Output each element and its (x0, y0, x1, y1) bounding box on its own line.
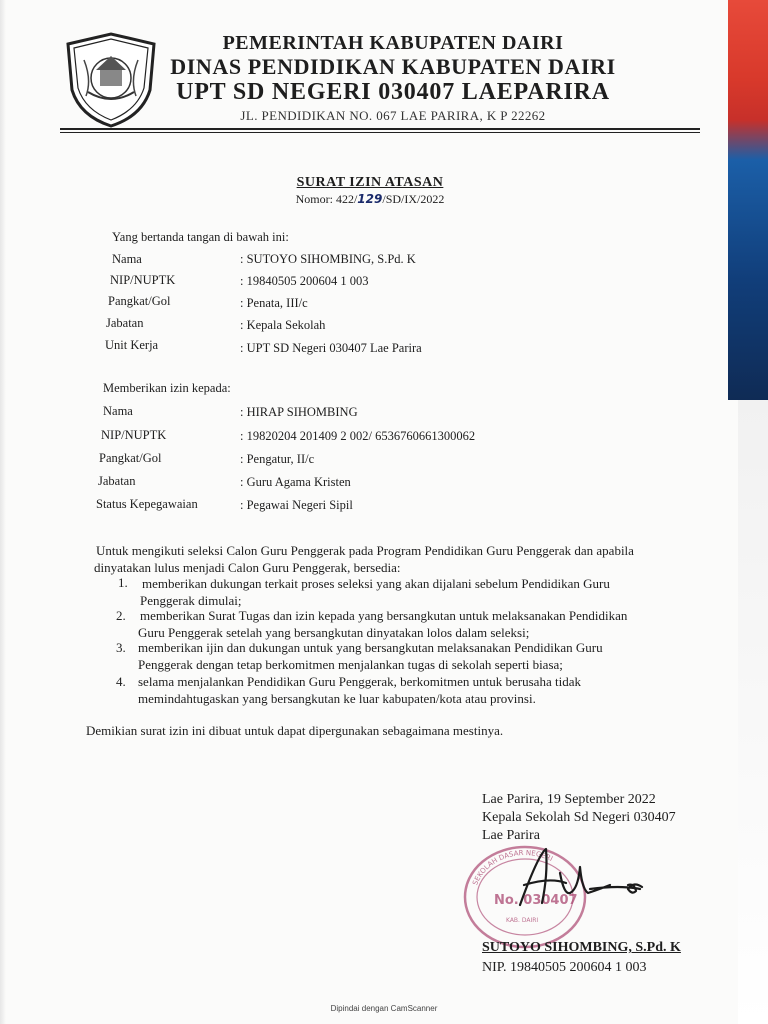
closing-sentence: Demikian surat izin ini dibuat untuk dapat dipergunakan sebagaimana mestinya. (86, 723, 504, 738)
scanner-watermark: Dipindai dengan CamScanner (330, 1004, 438, 1013)
condition-2-line1: memberikan Surat Tugas dan izin kepada yang bersangkutan untuk melaksanakan Pendidikan (140, 608, 628, 623)
recipient-status-value: : Pegawai Negeri Sipil (240, 498, 353, 512)
signature-position: Kepala Sekolah Sd Negeri 030407 (482, 810, 676, 825)
signatory-nip: NIP. 19840505 200604 1 003 (482, 960, 647, 975)
letter-number (220, 192, 520, 207)
condition-2-number: 2. (116, 608, 126, 623)
condition-3-line1: memberikan ijin dan dukungan untuk yang bersangkutan melaksanakan Pendidikan Guru (138, 640, 603, 655)
condition-1-number: 1. (118, 575, 128, 590)
signer-intro: Yang bertanda tangan di bawah ini: (112, 230, 289, 244)
letter-number-suffix: /SD/IX/2022 (382, 192, 445, 206)
recipient-name-value: : HIRAP SIHOMBING (240, 405, 358, 419)
condition-4-line2: memindahtugaskan yang bersangkutan ke luar kabupaten/kota atau provinsi. (138, 691, 536, 706)
letter-number-prefix: Nomor: 422/ (295, 192, 358, 206)
letter-title: SURAT IZIN ATASAN (296, 175, 444, 190)
recipient-position-label: Jabatan (98, 474, 136, 488)
condition-1-line2: Penggerak dimulai; (140, 593, 242, 608)
letterhead-address: JL. PENDIDIKAN NO. 067 LAE PARIRA, K P 22262 (240, 108, 546, 123)
recipient-nip-value: : 19820204 201409 2 002/ 6536760661300062 (240, 429, 476, 443)
condition-2-line2: Guru Penggerak setelah yang bersangkutan dinyatakan lolos dalam seleksi; (138, 625, 530, 640)
letter-number-handwritten: 129 (357, 192, 383, 206)
signer-name-value: : SUTOYO SIHOMBING, S.Pd. K (240, 252, 416, 266)
background-paper-edge (738, 400, 768, 1024)
recipient-name-label: Nama (103, 404, 133, 418)
letterhead-divider (60, 128, 700, 130)
recipient-nip-label: NIP/NUPTK (101, 428, 167, 442)
background-object-edge (728, 0, 768, 400)
signer-nip-value: : 19840505 200604 1 003 (240, 274, 369, 288)
condition-4-line1: selama menjalankan Pendidikan Guru Penggerak, berkomitmen untuk berusaha tidak (138, 674, 581, 689)
signer-nip-label: NIP/NUPTK (110, 273, 176, 287)
signer-unit-label: Unit Kerja (105, 338, 159, 352)
letterhead-department: DINAS PENDIDIKAN KABUPATEN DAIRI (170, 54, 616, 79)
signer-unit-value: : UPT SD Negeri 030407 Lae Parira (240, 341, 422, 355)
recipient-intro: Memberikan izin kepada: (103, 381, 231, 395)
stamp-text-bottom: KAB. DAIRI (506, 917, 539, 924)
signer-position-value: : Kepala Sekolah (240, 318, 326, 332)
condition-3-number: 3. (116, 640, 126, 655)
condition-1-line1: memberikan dukungan terkait proses seleksi yang akan dijalani sebelum Pendidikan Guru (142, 576, 610, 591)
signer-name-label: Nama (112, 252, 142, 266)
signature-place-date: Lae Parira, 19 September 2022 (482, 792, 656, 807)
signer-rank-value: : Penata, III/c (240, 296, 308, 310)
signature-place: Lae Parira (482, 828, 540, 843)
letterhead (168, 32, 618, 126)
regency-emblem-logo (62, 30, 160, 130)
page-edge-shadow (0, 0, 6, 1024)
letterhead-government: PEMERINTAH KABUPATEN DAIRI (222, 32, 564, 54)
stamp-text-mid: No. 030407 (494, 893, 578, 908)
letterhead-divider-thin (60, 132, 700, 133)
recipient-rank-label: Pangkat/Gol (99, 451, 162, 465)
recipient-rank-value: : Pengatur, II/c (240, 452, 315, 466)
signer-rank-label: Pangkat/Gol (108, 294, 171, 308)
stamp-text-top: SEKOLAH DASAR NEGERI (471, 848, 555, 887)
condition-4-number: 4. (116, 674, 126, 689)
letterhead-school: UPT SD NEGERI 030407 LAEPARIRA (176, 79, 610, 105)
handwritten-signature (500, 845, 650, 915)
recipient-status-label: Status Kepegawaian (96, 497, 198, 511)
condition-3-line2: Penggerak dengan tetap berkomitmen menjalankan tugas di sekolah seperti biasa; (138, 657, 563, 672)
body-paragraph-line2: dinyatakan lulus menjadi Calon Guru Penggerak, bersedia: (94, 560, 401, 575)
signer-position-label: Jabatan (106, 316, 144, 330)
body-paragraph-line1: Untuk mengikuti seleksi Calon Guru Penggerak pada Program Pendidikan Guru Penggerak dan apabila (96, 543, 634, 558)
signatory-name: SUTOYO SIHOMBING, S.Pd. K (482, 940, 681, 955)
recipient-position-value: : Guru Agama Kristen (240, 475, 351, 489)
